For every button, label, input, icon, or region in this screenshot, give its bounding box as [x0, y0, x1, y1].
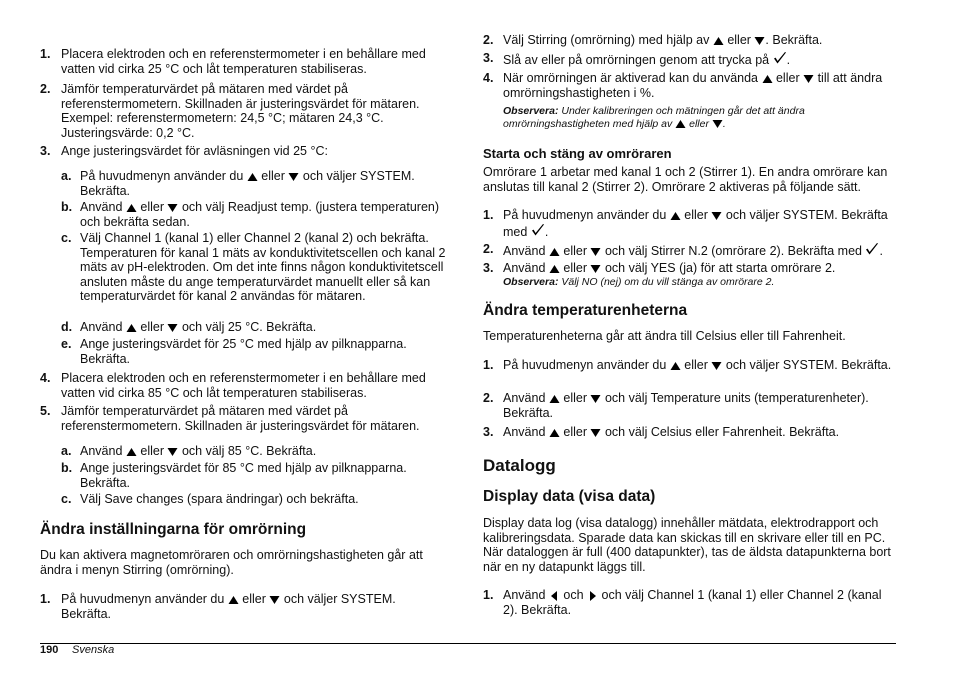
step-number: 4.	[483, 71, 494, 85]
substep-letter: e.	[61, 337, 72, 351]
down-arrow-icon	[590, 394, 601, 404]
down-arrow-icon	[167, 203, 178, 213]
substep-text: Välj Channel 1 (kanal 1) eller Channel 2 (kanal 2) och bekräfta. Temperaturen för kanal 1 mäts av konduktivitetscellen och kanal 2 mäts av pH-elektroden. Om det inte finns någon konduktivitetscell ansluten måste du ange temperaturvärdet manuellt eller så kan temperaturvärdet för kanal 2 användas för mätaren.	[80, 231, 446, 304]
up-arrow-icon	[762, 74, 773, 84]
substep-letter: c.	[61, 231, 72, 245]
step-text-mid: eller	[684, 208, 708, 222]
substep-letter: a.	[61, 169, 72, 183]
step-text-post: .	[786, 53, 791, 67]
substep-letter: d.	[61, 320, 73, 334]
step-text-mid: eller	[775, 71, 800, 85]
step-number: 3.	[483, 261, 494, 275]
step-text-mid: eller	[684, 358, 708, 372]
up-arrow-icon	[126, 203, 137, 213]
up-arrow-icon	[126, 447, 137, 457]
stirring-step-3	[483, 51, 895, 68]
substep-letter: c.	[61, 492, 72, 506]
step-text-post: och väljer SYSTEM. Bekräfta.	[61, 592, 396, 621]
step-number: 2.	[483, 242, 494, 256]
stirring-step-2	[483, 33, 895, 48]
step-text-pre: Välj Stirring (omrörning) med hjälp av	[503, 33, 710, 47]
stirring-step-4	[483, 71, 895, 100]
footer-divider	[40, 643, 896, 644]
substep-text-mid: eller	[140, 320, 164, 334]
up-arrow-icon	[549, 264, 560, 274]
substep-letter: b.	[61, 461, 73, 475]
down-arrow-icon	[167, 447, 178, 457]
substep-text-mid: eller	[140, 444, 164, 458]
section-heading-display-data: Display data (visa data)	[483, 488, 656, 505]
step-text-mid: eller	[563, 261, 587, 275]
substep-letter: b.	[61, 200, 73, 214]
step-text-pre: Slå av eller på omrörningen genom att trycka på	[503, 53, 770, 67]
up-arrow-icon	[549, 247, 560, 257]
down-arrow-icon	[803, 74, 814, 84]
step-text-pre: Använd	[503, 391, 546, 405]
display-data-paragraph: Display data log (visa datalogg) innehåller mätdata, elektrodrapport och kalibreringsdata. Sparade data kan skickas till en skrivare eller till en PC. När dataloggen är full (400 datapunkter), tas de äldsta datapunkterna bort när en ny datapunkt läggs till.	[483, 516, 891, 574]
substep-letter: a.	[61, 444, 72, 458]
step-1	[40, 47, 440, 76]
up-arrow-icon	[549, 394, 560, 404]
substep-3d	[61, 320, 453, 335]
section-heading-datalog: Datalogg	[483, 456, 556, 475]
step-number: 3.	[40, 144, 51, 158]
down-arrow-icon	[711, 211, 722, 221]
step-text-pre: På huvudmenyn använder du	[61, 592, 225, 606]
step-text-mid: och	[563, 588, 584, 602]
step-text-end: .	[879, 244, 883, 258]
down-arrow-icon	[167, 323, 178, 333]
temperature-step-1	[483, 358, 895, 373]
note-text: Välj NO (nej) om du vill stänga av omrörare 2.	[561, 276, 775, 288]
substep-text: Välj Save changes (spara ändringar) och bekräfta.	[80, 492, 359, 506]
display-data-step-1	[483, 588, 895, 617]
step-2	[40, 82, 440, 140]
step-number: 1.	[483, 358, 494, 372]
step-text-pre: Använd	[503, 244, 546, 258]
down-arrow-icon	[711, 361, 722, 371]
note-text-mid: eller	[689, 118, 709, 130]
down-arrow-icon	[269, 595, 280, 605]
step-number: 1.	[40, 47, 51, 61]
page-number: 190	[40, 644, 59, 656]
down-arrow-icon	[288, 172, 299, 182]
step-text-post: och välj Stirrer N.2 (omrörare 2). Bekräfta med	[604, 244, 862, 258]
checkmark-icon	[773, 51, 787, 65]
down-arrow-icon	[590, 264, 601, 274]
step-3	[40, 144, 440, 159]
stirring-step-1	[40, 592, 440, 621]
start-stop-paragraph: Omrörare 1 arbetar med kanal 1 och 2 (Stirrer 1). En andra omrörare kan anslutas till kanal 2 (Stirrer 2). Omrörare 2 aktiveras på följande sätt.	[483, 165, 888, 194]
step-text-post: och väljer SYSTEM. Bekräfta.	[725, 358, 892, 372]
start-stop-step-3	[483, 261, 895, 276]
substep-3e	[61, 337, 453, 366]
step-text-post: och väljer SYSTEM. Bekräfta med	[503, 208, 888, 239]
note-text-post: .	[722, 118, 726, 130]
substep-text-pre: Använd	[80, 200, 123, 214]
note-label: Observera:	[503, 276, 559, 288]
down-arrow-icon	[590, 247, 601, 257]
step-text-post: . Bekräfta.	[765, 33, 823, 47]
temperature-step-3	[483, 425, 895, 440]
substep-text: Ange justeringsvärdet för 25 °C med hjälp av pilknapparna. Bekräfta.	[80, 337, 407, 366]
down-arrow-icon	[754, 36, 765, 46]
start-stop-step-1	[483, 208, 895, 239]
step-number: 2.	[40, 82, 51, 96]
step-text-mid: eller	[563, 425, 587, 439]
up-arrow-icon	[713, 36, 724, 46]
substep-5c	[61, 492, 453, 507]
substep-5b	[61, 461, 453, 490]
stirring-paragraph: Du kan aktivera magnetomröraren och omrörningshastigheten går att ändra i menyn Stirring (omrörning).	[40, 548, 423, 577]
right-arrow-icon	[587, 591, 598, 601]
up-arrow-icon	[126, 323, 137, 333]
step-text-pre: På huvudmenyn använder du	[503, 358, 667, 372]
substep-text-pre: Använd	[80, 444, 123, 458]
note-label: Observera:	[503, 105, 559, 117]
left-arrow-icon	[549, 591, 560, 601]
step-text-post: och välj YES (ja) för att starta omrörare 2.	[604, 261, 836, 275]
step-text: Jämför temperaturvärdet på mätaren med värdet på referenstermometern. Skillnaden är justeringsvärdet för mätaren.	[61, 404, 420, 433]
up-arrow-icon	[549, 428, 560, 438]
step-number: 2.	[483, 391, 494, 405]
note-stirrer-2	[503, 276, 883, 289]
down-arrow-icon	[712, 119, 723, 129]
step-number: 3.	[483, 425, 494, 439]
substep-text-mid: eller	[140, 200, 164, 214]
step-number: 1.	[483, 208, 494, 222]
substep-text-post: och välj 85 °C. Bekräfta.	[181, 444, 317, 458]
substep-text-mid: eller	[261, 169, 285, 183]
step-number: 2.	[483, 33, 494, 47]
substep-text-post: och välj 25 °C. Bekräfta.	[181, 320, 317, 334]
step-text-pre: Använd	[503, 425, 546, 439]
section-heading-start-stop: Starta och stäng av omröraren	[483, 146, 672, 161]
temperature-step-2	[483, 391, 895, 420]
step-text: Placera elektroden och en referenstermometer i en behållare med vatten vid cirka 85 °C och låt temperaturen stabiliseras.	[61, 371, 426, 400]
step-text: Ange justeringsvärdet för avläsningen vid 25 °C:	[61, 144, 328, 158]
step-text-post: och välj Temperature units (temperaturenheter). Bekräfta.	[503, 391, 869, 420]
substep-text-pre: På huvudmenyn använder du	[80, 169, 244, 183]
substep-3c	[61, 231, 453, 304]
section-heading-stirring: Ändra inställningarna för omrörning	[40, 521, 307, 538]
substep-text-post: och väljer SYSTEM. Bekräfta.	[80, 169, 415, 198]
step-text-mid: eller	[242, 592, 266, 606]
step-4	[40, 371, 440, 400]
step-text-post: till att ändra omrörningshastigheten i %.	[503, 71, 883, 100]
up-arrow-icon	[247, 172, 258, 182]
step-5	[40, 404, 440, 433]
substep-3b	[61, 200, 453, 229]
checkmark-icon	[865, 242, 879, 256]
substep-5a	[61, 444, 453, 459]
up-arrow-icon	[228, 595, 239, 605]
step-text-pre: På huvudmenyn använder du	[503, 208, 667, 222]
step-number: 4.	[40, 371, 51, 385]
footer-language: Svenska	[72, 644, 115, 656]
step-text-pre: När omrörningen är aktiverad kan du använda	[503, 71, 759, 85]
step-number: 3.	[483, 51, 494, 65]
step-number: 1.	[40, 592, 51, 606]
checkmark-icon	[531, 223, 545, 237]
down-arrow-icon	[590, 428, 601, 438]
up-arrow-icon	[675, 119, 686, 129]
note-stirring	[503, 105, 873, 131]
step-text-post: och välj Channel 1 (kanal 1) eller Channel 2 (kanal 2). Bekräfta.	[503, 588, 882, 617]
step-text-end: .	[544, 224, 549, 239]
step-number: 1.	[483, 588, 494, 602]
up-arrow-icon	[670, 361, 681, 371]
step-text-pre: Använd	[503, 588, 546, 602]
step-text-mid: eller	[727, 33, 751, 47]
start-stop-step-2	[483, 242, 903, 259]
step-text-pre: Använd	[503, 261, 546, 275]
step-text-mid: eller	[563, 391, 587, 405]
section-heading-temperature-units: Ändra temperaturenheterna	[483, 302, 688, 319]
substep-text-pre: Använd	[80, 320, 123, 334]
up-arrow-icon	[670, 211, 681, 221]
step-text-mid: eller	[563, 244, 587, 258]
substep-3a	[61, 169, 453, 198]
step-text: Placera elektroden och en referenstermometer i en behållare med vatten vid cirka 25 °C och låt temperaturen stabiliseras.	[61, 47, 426, 76]
note-text-pre: Under kalibreringen och mätningen går det att ändra omrörningshastigheten med hjälp av	[503, 105, 805, 130]
temperature-units-paragraph: Temperaturenheterna går att ändra till Celsius eller till Fahrenheit.	[483, 329, 846, 343]
substep-text-post: och välj Readjust temp. (justera temperaturen) och bekräfta sedan.	[80, 200, 440, 229]
step-text-post: och välj Celsius eller Fahrenheit. Bekräfta.	[604, 425, 840, 439]
step-number: 5.	[40, 404, 51, 418]
step-text: Jämför temperaturvärdet på mätaren med värdet på referenstermometern. Skillnaden är justeringsvärdet för mätaren. Exempel: referenstermometern: 24,5 °C; mätaren 24,3 °C. Justeringsvärde: 0,2 °C.	[61, 82, 420, 140]
substep-text: Ange justeringsvärdet för 85 °C med hjälp av pilknapparna. Bekräfta.	[80, 461, 407, 490]
